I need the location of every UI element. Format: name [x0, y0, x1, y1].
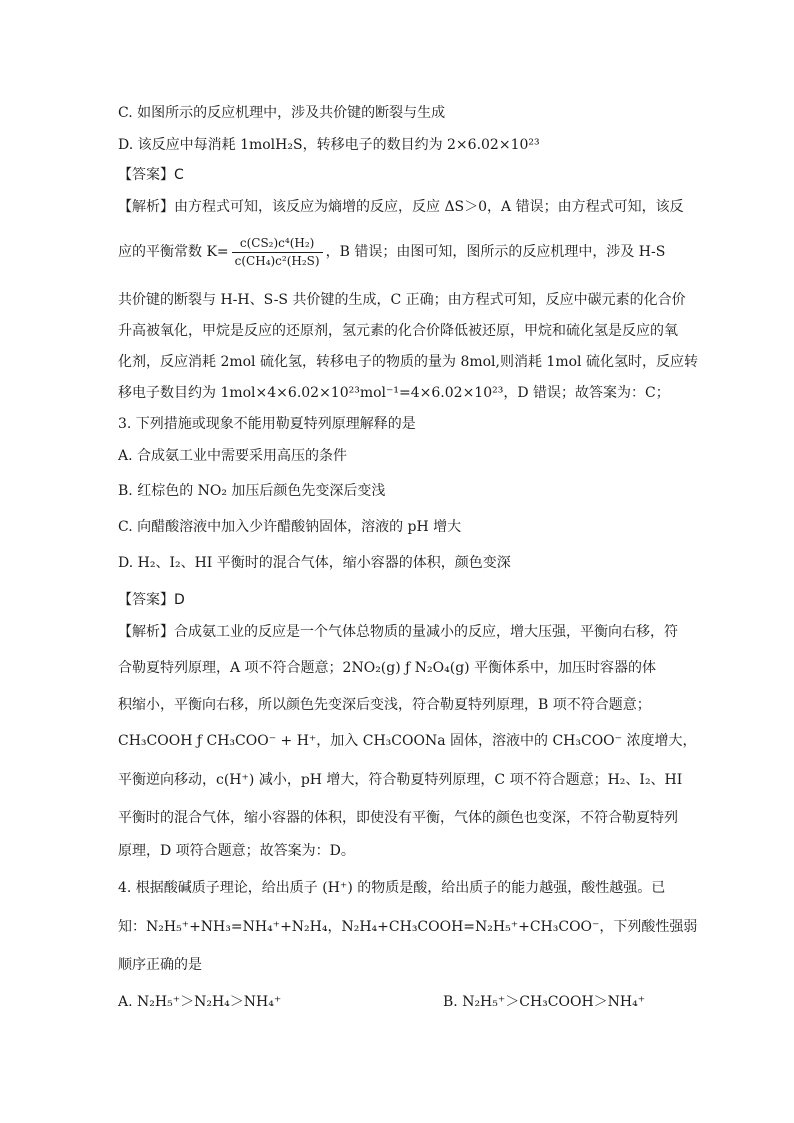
question-3-stem: 3. 下列措施或现象不能用勒夏特列原理解释的是	[118, 416, 416, 432]
analysis-line: CH₃COOH ƒ CH₃COO⁻ + H⁺，加入 CH₃COONa 固体，溶液中的 CH₃COO⁻ 浓度增大，	[118, 733, 697, 749]
fraction-denominator: c(CH₄)c²(H₂S)	[234, 253, 320, 268]
analysis-line: 合勒夏特列原理，A 项不符合题意；2NO₂(g) ƒ N₂O₄(g) 平衡体系中，加压时容器的体	[118, 660, 657, 676]
analysis-line: 【解析】合成氨工业的反应是一个气体总物质的量减小的反应，增大压强，平衡向右移，符	[118, 624, 678, 640]
constant-prefix: 应的平衡常数 K=	[118, 244, 229, 260]
constant-suffix: ，B 错误；由图可知，图所示的反应机理中，涉及 H-S	[325, 244, 666, 260]
analysis-line: 移电子数目约为 1mol×4×6.02×10²³mol⁻¹=4×6.02×10²³，D 错误；故答案为：C；	[118, 385, 670, 401]
option-b-line: B. 红棕色的 NO₂ 加压后颜色先变深后变浅	[118, 483, 386, 499]
analysis-line: 升高被氧化，甲烷是反应的还原剂，氢元素的化合价降低被还原，甲烷和硫化氢是反应的氧	[118, 323, 678, 339]
option-d-line: D. 该反应中每消耗 1molH₂S，转移电子的数目约为 2×6.02×10²³	[118, 137, 540, 153]
analysis-line: 化剂，反应消耗 2mol 硫化氢，转移电子的物质的量为 8mol,则消耗 1mol 硫化氢时，反应转	[118, 354, 698, 370]
option-a-line: A. N₂H₅⁺＞N₂H₄＞NH₄⁺	[118, 994, 282, 1010]
question-4-prompt: 顺序正确的是	[118, 957, 202, 973]
fraction-numerator: c(CS₂)c⁴(H₂)	[232, 235, 323, 253]
question-4-stem: 4. 根据酸碱质子理论，给出质子 (H⁺) 的物质是酸，给出质子的能力越强，酸性越强。已	[118, 880, 666, 896]
option-c-line: C. 如图所示的反应机理中，涉及共价键的断裂与生成	[118, 105, 446, 121]
analysis-line: 积缩小，平衡向右移，所以颜色先变深后变浅，符合勒夏特列原理，B 项不符合题意；	[118, 697, 651, 713]
analysis-line: 共价键的断裂与 H-H、S-S 共价键的生成，C 正确；由方程式可知，反应中碳元素的化合价	[118, 292, 686, 308]
equilibrium-constant-line	[118, 232, 665, 272]
option-a-line: A. 合成氨工业中需要采用高压的条件	[118, 448, 348, 464]
answer-line: 【答案】C	[118, 167, 184, 183]
analysis-line: 平衡逆向移动，c(H⁺) 减小，pH 增大，符合勒夏特列原理，C 项不符合题意；H₂、I₂、HI	[118, 772, 683, 788]
option-b-line: B. N₂H₅⁺＞CH₃COOH＞NH₄⁺	[443, 994, 646, 1010]
option-c-line: C. 向醋酸溶液中加入少许醋酸钠固体，溶液的 pH 增大	[118, 519, 462, 535]
constant-fraction	[232, 235, 323, 270]
analysis-line: 原理，D 项符合题意；故答案为：D。	[118, 843, 355, 859]
question-4-given: 知：N₂H₅⁺+NH₃=NH₄⁺+N₂H₄，N₂H₄+CH₃COOH=N₂H₅⁺+CH₃COO⁻，下列酸性强弱	[118, 919, 698, 935]
option-d-line: D. H₂、I₂、HI 平衡时的混合气体，缩小容器的体积，颜色变深	[118, 555, 511, 571]
analysis-line: 平衡时的混合气体，缩小容器的体积，即使没有平衡，气体的颜色也变深，不符合勒夏特列	[118, 810, 678, 826]
analysis-line: 【解析】由方程式可知，该反应为熵增的反应，反应 ΔS＞0，A 错误；由方程式可知，该反	[118, 199, 684, 215]
answer-line: 【答案】D	[118, 592, 185, 608]
